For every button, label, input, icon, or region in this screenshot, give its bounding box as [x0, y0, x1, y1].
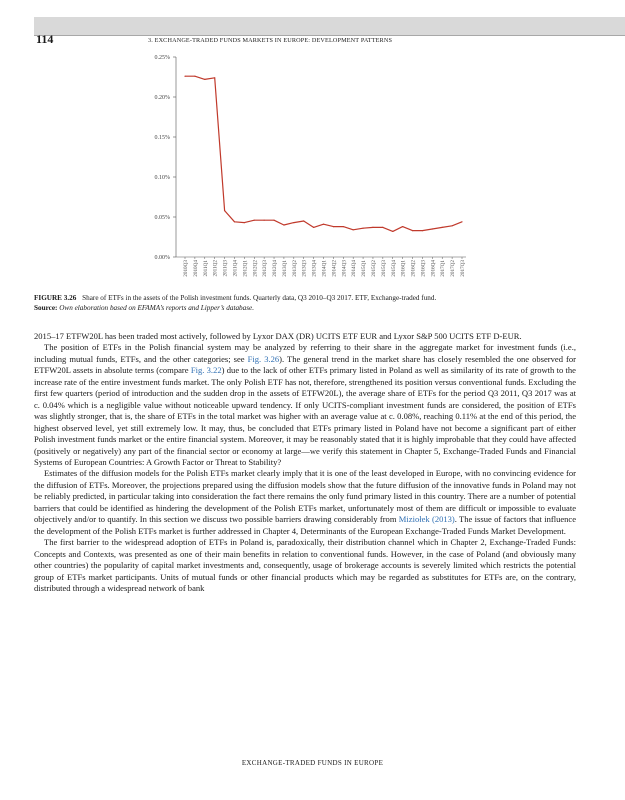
y-tick-label: 0.20%	[154, 95, 170, 101]
data-point	[372, 227, 373, 228]
paragraph-2-part-c: ) due to the lack of other ETFs primary listed in Poland as well as similarity of its rate of growth to the increase rate of the entire investment funds market. The only Polish ETF has not, therefore, strengthened its position versus conventional funds. Excluding the first few quarters (period of introduction and the sudden drop in the assets of ETFW20L), the average share of ETFs for the period Q3 2011, Q3 2017 was at c. 0.04% which is a negligible value without noticeable upward tendency. If only UCITS-compliant investment funds are considered, the position of ETFs was slightly stronger, that is, the share of ETFs in the total market was higher with an average value at c. 0.08%, reaching 0.11% at the end of this period, the highest observed level, yet still extremely low. It may, thus, be concluded that ETFs primary listed in Poland have not become a significant part of either Polish investment funds market or the entire financial system. Moreover, it may be reasonably stated that it is highly improbable that they could have affected (positively or negatively) any part of the financial sector or economy at large—we verify this statement in Chapter 5, Exchange-Traded Funds and Financial Systems of European Countries: A Growth Factor or Threat to Stability?	[34, 365, 576, 467]
x-tick-label: 2012Q2	[252, 260, 259, 277]
data-point	[402, 226, 403, 227]
paragraph-2-part-a: The position of ETFs in the Polish financial system may be analyzed by referring to their share in the aggregate market for investment funds (i.e., including mutual funds, ETFs, and the other categories; see	[34, 342, 576, 364]
paragraph-2-part-b: ). The general trend in the market share has closely resembled the one observed for ETFW20L assets in absolute terms (compare	[34, 353, 576, 376]
y-tick-label: 0.25%	[154, 55, 170, 61]
figure-caption	[34, 294, 594, 313]
data-point	[362, 228, 363, 229]
y-tick-label: 0.05%	[154, 215, 170, 221]
data-point	[333, 226, 334, 227]
data-point	[184, 76, 185, 77]
data-point	[224, 210, 225, 211]
x-tick-label: 2016Q4	[430, 260, 437, 277]
x-tick-label: 2017Q3	[460, 260, 466, 277]
x-tick-label: 2013Q3	[301, 260, 308, 277]
data-point	[392, 231, 393, 232]
data-point	[432, 228, 433, 229]
data-point	[204, 79, 205, 80]
x-tick-label: 2016Q1	[400, 260, 407, 277]
figure-caption-text: Share of ETFs in the assets of the Polish investment funds. Quarterly data, Q3 2010–Q3 2017. ETF, Exchange-traded fund.	[82, 294, 437, 302]
x-tick-label: 2013Q4	[311, 260, 318, 277]
x-tick-label: 2011Q3	[222, 260, 229, 277]
x-axis	[176, 257, 466, 277]
x-tick-label: 2015Q3	[380, 260, 387, 277]
data-point	[194, 76, 195, 77]
page-number: 114	[36, 32, 54, 46]
x-tick-label: 2014Q1	[321, 260, 328, 277]
line-chart	[0, 0, 625, 290]
data-point	[442, 227, 443, 228]
data-point	[422, 230, 423, 231]
figure-reference-link[interactable]: Fig. 3.26	[247, 353, 280, 364]
x-tick-label: 2010Q4	[192, 260, 199, 277]
data-point	[461, 221, 462, 222]
x-tick-label: 2012Q1	[242, 260, 249, 277]
paragraph-3	[34, 468, 576, 537]
x-tick-label: 2015Q2	[370, 260, 377, 277]
citation-link[interactable]: Miziołek (2013)	[398, 514, 455, 525]
x-tick-label: 2016Q3	[420, 260, 427, 277]
x-tick-label: 2010Q3	[183, 260, 189, 277]
data-point	[254, 220, 255, 221]
x-tick-label: 2017Q1	[440, 260, 447, 277]
y-tick-label: 0.15%	[154, 135, 170, 141]
paragraph-3-part-a: Estimates of the diffusion models for the Polish ETFs market clearly imply that it is one of the least developed in Europe, with no convincing evidence for the diffusion of ETFs. Moreover, the projections prepared using the diffusion models show that the future diffusion of the innovative funds in Poland may not be reliably predicted, in particular taking into consideration the fact there remains the only fund primary listed in this country. There are a number of potential barriers that could be identified as hindering the development of the Polish ETFs market, unfortunately most of them are difficult or impossible to evaluate objectively and/or to quantify. In this section we discuss two possible barriers drawing considerably from	[34, 468, 576, 525]
data-point	[234, 221, 235, 222]
data-point	[293, 222, 294, 223]
paragraph-1: 2015–17 ETFW20L has been traded most actively, followed by Lyxor DAX (DR) UCITS ETF EUR and Lyxor S&P 500 UCITS ETF D-EUR.	[34, 331, 522, 341]
page-footer: EXCHANGE-TRADED FUNDS IN EUROPE	[241, 759, 384, 767]
x-tick-label: 2017Q2	[450, 260, 457, 277]
data-point	[283, 224, 284, 225]
x-tick-label: 2015Q4	[390, 260, 397, 277]
data-point	[313, 227, 314, 228]
data-point	[382, 227, 383, 228]
x-tick-label: 2011Q2	[212, 260, 219, 277]
x-tick-label: 2011Q1	[202, 260, 209, 277]
series-line	[185, 76, 462, 231]
paragraph-4: The first barrier to the widespread adoption of ETFs in Poland is, paradoxically, their distribution channel which in Chapter 2, Exchange-Traded Funds: Concepts and Contexts, was presented as one of their main benefits in relation to conventional funds. However, in the case of Poland (and obviously many other countries) the popularity of capital market investments and, consequently, usage of brokerage accounts is severely limited which restricts the potential group of ETFs market participants. Units of mutual funds or other financial products which may be regarded as substitutes for ETFs are, on the contrary, distributed through a widespread network of bank	[34, 537, 576, 593]
x-tick-label: 2011Q4	[232, 260, 239, 277]
figure-source-text: Own elaboration based on EFAMA’s reports and Lipper’s database.	[59, 303, 255, 312]
x-tick-label: 2013Q1	[281, 260, 288, 277]
x-tick-label: 2014Q2	[331, 260, 338, 277]
x-tick-label: 2014Q3	[341, 260, 348, 277]
data-point	[273, 220, 274, 221]
running-head: 3. EXCHANGE-TRADED FUNDS MARKETS IN EUROPE: DEVELOPMENT PATTERNS	[148, 37, 393, 44]
series-group	[184, 76, 462, 232]
x-tick-label: 2012Q3	[262, 260, 269, 277]
y-axis	[155, 55, 177, 261]
data-point	[264, 220, 265, 221]
figure-source-label: Source:	[34, 303, 58, 312]
data-point	[353, 229, 354, 230]
x-tick-label: 2016Q2	[410, 260, 417, 277]
x-tick-label: 2013Q2	[291, 260, 298, 277]
data-point	[323, 224, 324, 225]
paragraph-3-part-b: . The issue of factors that influence the development of the Polish ETFs market is further addressed in Chapter 4, Determinants of the European Exchange-Traded Funds Market Development.	[34, 514, 577, 536]
figure-reference-link[interactable]: Fig. 3.22	[190, 365, 222, 376]
data-point	[244, 222, 245, 223]
x-tick-label: 2012Q4	[272, 260, 279, 277]
x-tick-label: 2015Q1	[361, 260, 368, 277]
paragraph-2	[34, 342, 576, 468]
data-point	[343, 226, 344, 227]
data-point	[214, 77, 215, 78]
x-tick-label: 2014Q4	[351, 260, 358, 277]
data-point	[303, 220, 304, 221]
figure-label: FIGURE 3.26	[34, 294, 77, 302]
data-point	[452, 225, 453, 226]
data-point	[412, 230, 413, 231]
y-tick-label: 0.10%	[154, 175, 170, 181]
body-text	[34, 331, 576, 594]
y-tick-label: 0.00%	[154, 255, 170, 261]
